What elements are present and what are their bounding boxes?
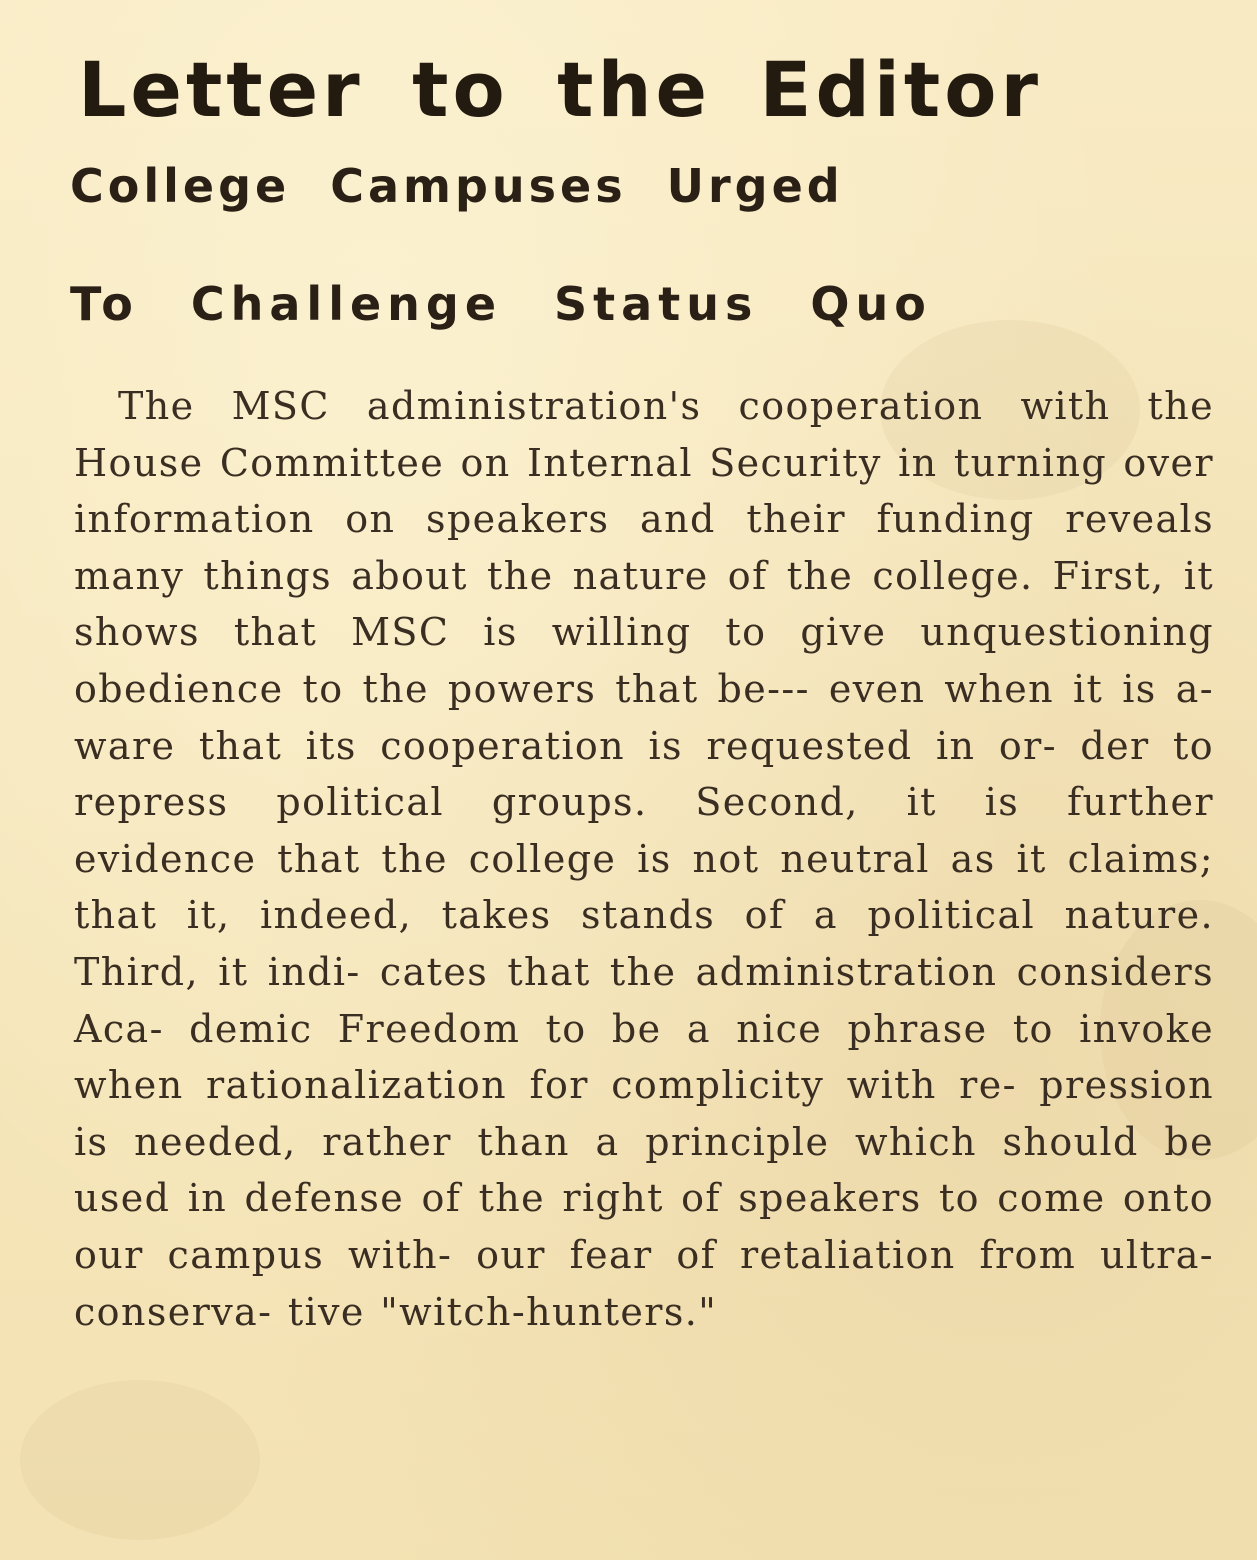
subheadline-line-1: College Campuses Urged (70, 159, 844, 213)
subheadline-line-2: To Challenge Status Quo (70, 277, 932, 331)
headline: Letter to the Editor (78, 45, 1042, 134)
letter-body: The MSC administration's cooperation with the House Committee on Internal Security in turning over information on speakers and their funding reveals many things about the nature of the college. First, it shows that MSC is willing to give unquestioning obedience to the powers that be--- even when it is a- ware that its cooperation is requested in or- der to repress political groups. Second, it is further evidence that the college is not neutral as it claims; that it, indeed, takes stands of a political nature. Third, it indi- cates that the administration considers Aca- demic Freedom to be a nice phrase to invoke when rationalization for complicity with re- pression is needed, rather than a principle which should be used in defense of the right of speakers to come onto our campus with- our fear of retaliation from ultra-conserva- tive "witch-hunters." (74, 384, 1214, 1334)
paper-stain (20, 1380, 260, 1540)
